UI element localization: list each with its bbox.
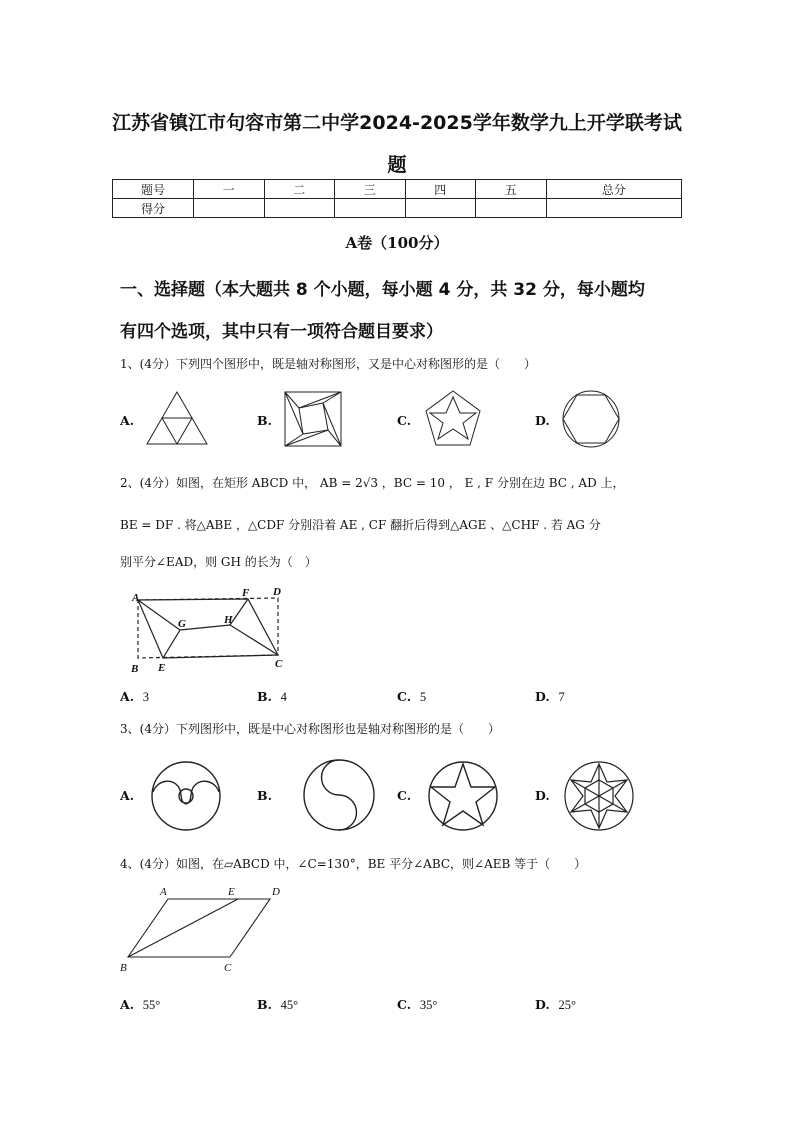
q4-label: C <box>224 962 232 974</box>
q2-label: C <box>275 658 283 670</box>
q1-option-c-label[interactable]: C. <box>397 413 412 428</box>
question-4-text: 4、(4分）如图，在▱ABCD 中，∠C=130°，BE 平分∠ABC，则∠AEB 等于（ ） <box>120 857 587 871</box>
q4-label: D <box>272 886 280 898</box>
q4-option-b[interactable]: B. 45° <box>257 997 299 1012</box>
document-title-line1: 江苏省镇江市句容市第二中学2024-2025学年数学九上开学联考试 <box>112 112 682 134</box>
score-row-label: 得分 <box>113 199 194 218</box>
score-table-score-row <box>113 199 682 218</box>
q2-label: A <box>132 592 140 604</box>
q2-option-b[interactable]: B. 4 <box>257 689 287 704</box>
q2-label: B <box>131 663 139 675</box>
q1-figure-pentagon-star <box>423 389 483 449</box>
score-table <box>112 179 682 218</box>
q3-figure-circle-six-star <box>563 760 635 832</box>
q2-figure-rectangle-fold <box>128 585 298 675</box>
q2-label: D <box>273 586 281 598</box>
section1-heading-line1: 一、选择题（本大题共 8 个小题，每小题 4 分，共 32 分，每小题均 <box>120 280 645 300</box>
q1-option-d-label[interactable]: D. <box>535 413 550 428</box>
q3-option-b-label[interactable]: B. <box>257 788 272 803</box>
q4-label: A <box>160 886 167 898</box>
section1-heading-line2: 有四个选项，其中只有一项符合题目要求） <box>120 322 443 342</box>
question-1-text: 1、(4分）下列四个图形中，既是轴对称图形，又是中心对称图形的是（ ） <box>120 357 536 371</box>
question-3-text: 3、(4分）下列图形中，既是中心对称图形也是轴对称图形的是（ ） <box>120 722 500 736</box>
q3-figure-circle-star <box>427 760 499 832</box>
q2-option-c[interactable]: C. 5 <box>397 689 427 704</box>
q1-figure-triangle <box>145 390 209 446</box>
score-cell[interactable] <box>405 199 476 218</box>
score-header-cell: 五 <box>476 180 547 199</box>
q4-option-c[interactable]: C. 35° <box>397 997 438 1012</box>
section-a-heading: A卷（100分） <box>345 234 449 252</box>
score-header-cell: 题号 <box>113 180 194 199</box>
q4-option-d[interactable]: D. 25° <box>535 997 576 1012</box>
q2-label: G <box>178 618 186 630</box>
q1-figure-circle-hexagon <box>561 389 621 449</box>
score-cell[interactable] <box>194 199 265 218</box>
question-2-line1: 2、(4分）如图，在矩形 ABCD 中， AB = 2√3 ，BC = 10 ， E , F 分别在边 BC , AD 上， <box>120 476 625 490</box>
score-cell[interactable] <box>335 199 406 218</box>
q1-option-a-label[interactable]: A. <box>120 413 135 428</box>
q4-label: E <box>228 886 235 898</box>
question-2-line2: BE = DF . 将△ABE ，△CDF 分别沿着 AE , CF 翻折后得到△AGE 、△CHF . 若 AG 分 <box>120 518 601 532</box>
score-table-header-row <box>113 180 682 199</box>
score-header-cell: 二 <box>264 180 335 199</box>
score-header-cell: 一 <box>194 180 265 199</box>
q3-option-d-label[interactable]: D. <box>535 788 550 803</box>
q3-figure-circle-hearts <box>150 760 222 832</box>
score-cell[interactable] <box>476 199 547 218</box>
q2-label: H <box>224 614 233 626</box>
q3-option-c-label[interactable]: C. <box>397 788 412 803</box>
q3-figure-yin-yang <box>302 758 376 832</box>
q2-option-a[interactable]: A. 3 <box>120 689 150 704</box>
question-2-line3: 别平分∠EAD，则 GH 的长为（ ） <box>120 555 317 569</box>
score-cell[interactable] <box>264 199 335 218</box>
q3-option-a-label[interactable]: A. <box>120 788 135 803</box>
score-cell[interactable] <box>546 199 682 218</box>
score-header-cell: 四 <box>405 180 476 199</box>
q1-option-b-label[interactable]: B. <box>257 413 272 428</box>
q1-figure-square-pattern <box>283 390 343 448</box>
score-header-cell: 总分 <box>546 180 682 199</box>
score-header-cell: 三 <box>335 180 406 199</box>
document-title-line2: 题 <box>387 154 407 176</box>
q4-option-a[interactable]: A. 55° <box>120 997 161 1012</box>
q4-figure-parallelogram <box>118 882 298 977</box>
q4-label: B <box>120 962 127 974</box>
q2-label: F <box>242 587 250 599</box>
q2-label: E <box>158 662 166 674</box>
q2-option-d[interactable]: D. 7 <box>535 689 565 704</box>
